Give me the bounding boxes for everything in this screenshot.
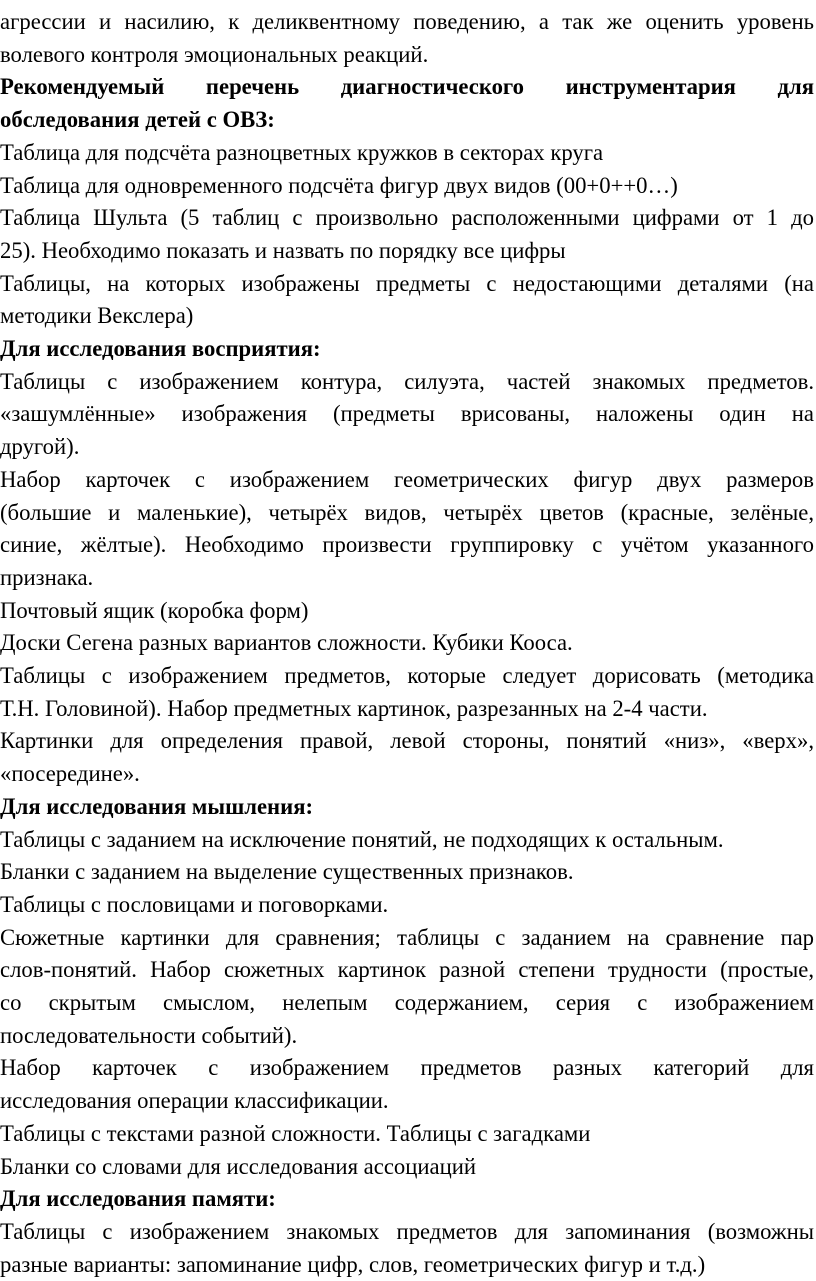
text-line: Почтовый ящик (коробка форм): [0, 597, 309, 623]
text-line: Таблицы с изображением знакомых предметов для запоминания (возможны: [0, 1218, 814, 1244]
text-line: Таблицы с пословицами и поговорками.: [0, 891, 389, 917]
text-line: Доски Сегена разных вариантов сложности. Кубики Кооса.: [0, 630, 573, 656]
text-line: Таблицы с текстами разной сложности. Таблицы с загадками: [0, 1120, 591, 1146]
text-line: Набор карточек с изображением геометрических фигур двух размеров: [0, 466, 814, 492]
text-line: Таблицы, на которых изображены предметы с недостающими деталями (на: [0, 270, 814, 296]
text-line: Таблица для одновременного подсчёта фигур двух видов (00+0++0…): [0, 172, 678, 198]
text-line: разные варианты: запоминание цифр, слов, геометрических фигур и т.д.): [0, 1251, 706, 1277]
section-heading-line: Для исследования восприятия:: [0, 336, 321, 361]
text-line: Бланки с заданием на выделение существенных признаков.: [0, 859, 574, 885]
text-line: со скрытым смыслом, нелепым содержанием, серия с изображением: [0, 990, 814, 1015]
text-line: последовательности событий).: [0, 1022, 298, 1048]
text-line: Таблицы с заданием на исключение понятий, не подходящих к остальным.: [0, 826, 724, 852]
text-line: исследования операции классификации.: [0, 1088, 389, 1114]
text-line: Бланки со словами для исследования ассоциаций: [0, 1153, 477, 1179]
text-line: «посередине».: [0, 761, 140, 787]
text-line: агрессии и насилию, к деликвентному поведению, а так же оценить уровень: [0, 9, 814, 34]
text-line: методики Векслера): [0, 303, 194, 329]
text-line: 25). Необходимо показать и назвать по порядку все цифры: [0, 237, 566, 263]
text-line: Таблицы с изображением контура, силуэта, частей знакомых предметов.: [0, 368, 814, 394]
section-heading-line: Рекомендуемый перечень диагностического инструментария для: [0, 74, 814, 100]
text-line: Таблицы с изображением предметов, которые следует дорисовать (методика: [0, 663, 814, 688]
text-line: «зашумлённые» изображения (предметы врисованы, наложены один на: [0, 401, 814, 427]
text-line: признака.: [0, 564, 94, 590]
section-heading-line: Для исследования мышления:: [0, 793, 314, 819]
text-line: (большие и маленькие), четырёх видов, четырёх цветов (красные, зелёные,: [0, 499, 814, 525]
text-line: Сюжетные картинки для сравнения; таблицы с заданием на сравнение пар: [0, 924, 814, 950]
text-line: синие, жёлтые). Необходимо произвести группировку с учётом указанного: [0, 532, 814, 558]
text-line: Таблица для подсчёта разноцветных кружков в секторах круга: [0, 139, 604, 165]
text-line: Т.Н. Головиной). Набор предметных картинок, разрезанных на 2-4 части.: [0, 695, 708, 721]
text-line: Картинки для определения правой, левой стороны, понятий «низ», «верх»,: [0, 728, 814, 754]
text-line: слов-понятий. Набор сюжетных картинок разной степени трудности (простые,: [0, 957, 814, 983]
text-line: другой).: [0, 434, 80, 460]
text-line: волевого контроля эмоциональных реакций.: [0, 41, 429, 67]
text-line: Набор карточек с изображением предметов разных категорий для: [0, 1055, 814, 1081]
section-heading-line: обследования детей с ОВЗ:: [0, 107, 275, 133]
text-line: Таблица Шульта (5 таблиц с произвольно расположенными цифрами от 1 до: [0, 205, 814, 231]
section-heading-line: Для исследования памяти:: [0, 1186, 276, 1212]
